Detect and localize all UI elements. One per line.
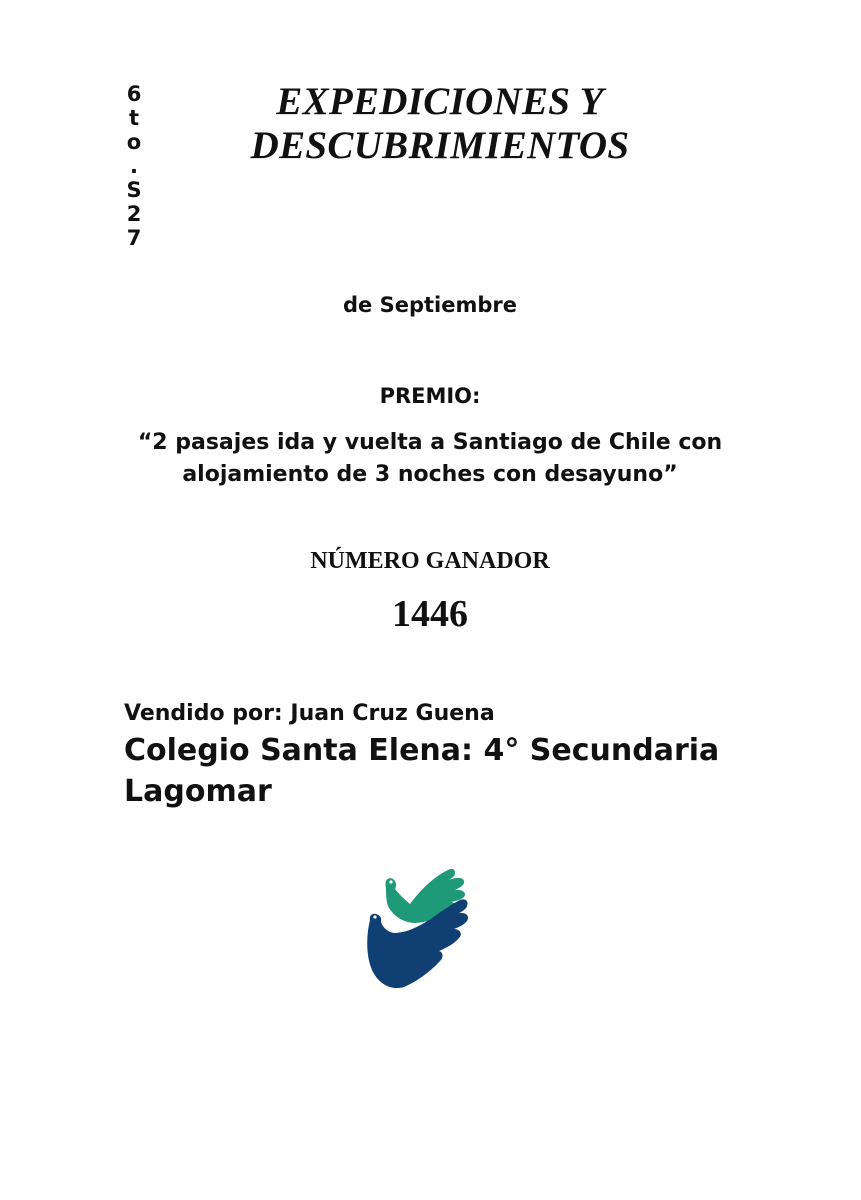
seller-text: Vendido por: Juan Cruz Guena	[124, 701, 495, 726]
school-line-1: Colegio Santa Elena: 4° Secundaria	[124, 733, 720, 768]
vertical-char: 2	[126, 202, 142, 226]
prize-description	[100, 427, 760, 491]
date-text: de Septiembre	[343, 293, 517, 317]
vertical-code	[124, 82, 144, 250]
vertical-char: t	[128, 106, 140, 130]
vertical-char: o	[126, 130, 142, 154]
vertical-char: S	[126, 178, 142, 202]
school-line-2: Lagomar	[124, 774, 272, 809]
prize-line-1: “2 pasajes ida y vuelta a Santiago de Chile con	[137, 430, 723, 455]
winner-number: 1446	[392, 593, 468, 635]
winner-label: NÚMERO GANADOR	[310, 548, 550, 574]
vertical-char: 6	[126, 82, 142, 106]
prize-line-2: alojamiento de 3 noches con desayuno”	[182, 462, 678, 487]
vertical-char: 7	[126, 226, 142, 250]
school-name	[124, 730, 824, 812]
vertical-char: .	[130, 154, 138, 178]
document-title	[150, 80, 730, 168]
title-line-2: DESCUBRIMIENTOS	[250, 124, 630, 167]
prize-label: PREMIO:	[379, 384, 481, 408]
hands-dove-logo-icon	[360, 866, 494, 990]
title-line-1: EXPEDICIONES Y	[276, 80, 604, 123]
dove-eye	[373, 915, 376, 918]
dove-eye	[389, 880, 392, 883]
